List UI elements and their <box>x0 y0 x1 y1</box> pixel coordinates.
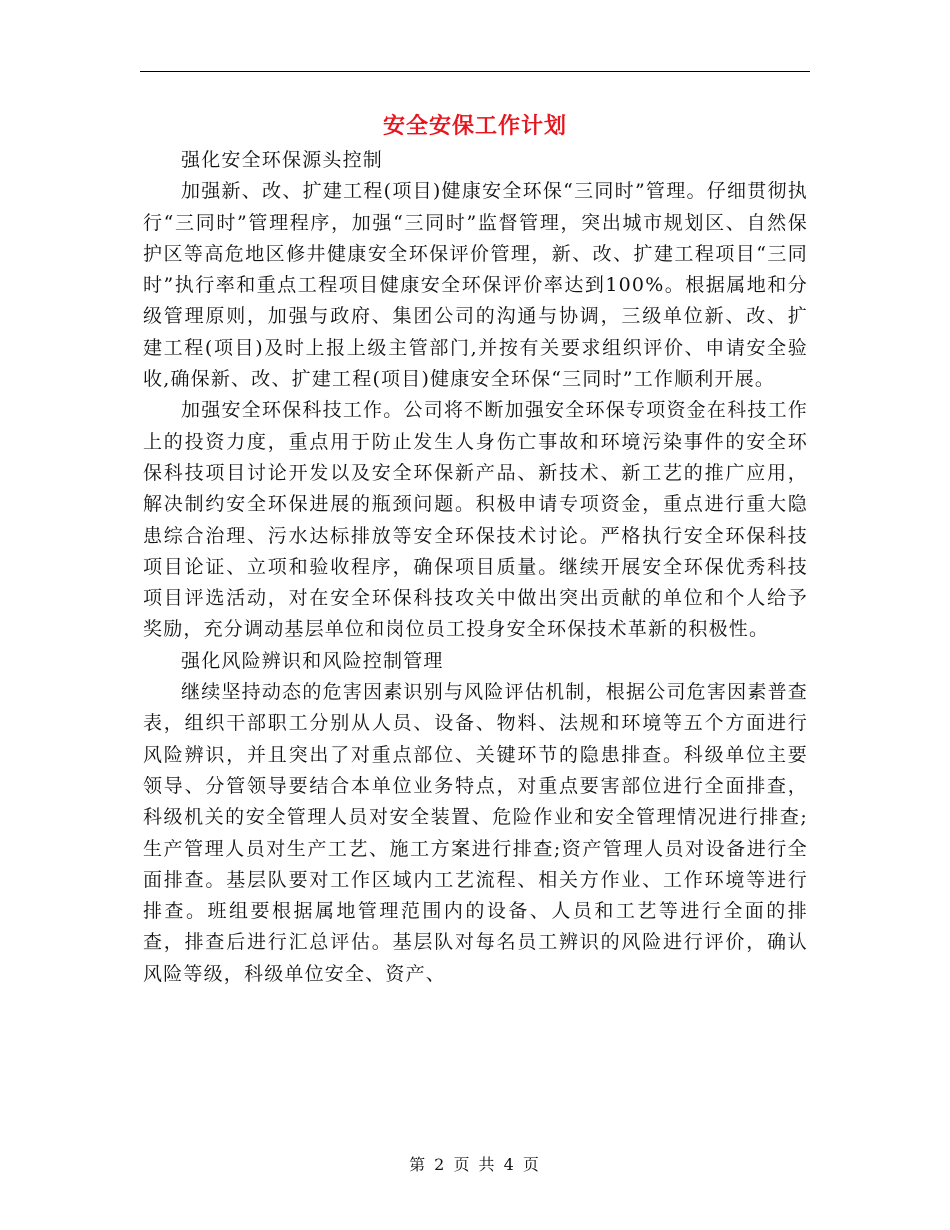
section-heading: 强化安全环保源头控制 <box>181 149 384 171</box>
document-body <box>143 145 808 990</box>
body-paragraph: 加强安全环保科技工作。公司将不断加强安全环保专项资金在科技工作上的投资力度，重点用于防止发生人身伤亡事故和环境污染事件的安全环保科技项目讨论开发以及安全环保新产品、新技术、新工艺的推广应用，解决制约安全环保进展的瓶颈问题。积极申请专项资金，重点进行重大隐患综合治理、污水达标排放等安全环保技术讨论。严格执行安全环保科技项目论证、立项和验收程序，确保项目质量。继续开展安全环保优秀科技项目评选活动，对在安全环保科技攻关中做出突出贡献的单位和个人给予奖励，充分调动基层单位和岗位员工投身安全环保技术革新的积极性。 <box>143 399 808 641</box>
section-heading: 强化风险辨识和风险控制管理 <box>181 649 444 672</box>
header-rule <box>140 71 810 72</box>
page-number: 第 2 页 共 4 页 <box>409 1155 541 1174</box>
body-paragraph: 继续坚持动态的危害因素识别与风险评估机制，根据公司危害因素普查表，组织干部职工分别从人员、设备、物料、法规和环境等五个方面进行风险辨识，并且突出了对重点部位、关键环节的隐患排查。科级单位主要领导、分管领导要结合本单位业务特点，对重点要害部位进行全面排查，科级机关的安全管理人员对安全装置、危险作业和安全管理情况进行排查;生产管理人员对生产工艺、施工方案进行排查;资产管理人员对设备进行全面排查。基层队要对工作区域内工艺流程、相关方作业、工作环境等进行排查。班组要根据属地管理范围内的设备、人员和工艺等进行全面的排查，排查后进行汇总评估。基层队对每名员工辨识的风险进行评价，确认风险等级，科级单位安全、资产、 <box>143 681 808 985</box>
body-paragraph: 加强新、改、扩建工程(项目)健康安全环保“三同时”管理。仔细贯彻执行“三同时”管理程序，加强“三同时”监督管理，突出城市规划区、自然保护区等高危地区修井健康安全环保评价管理，新、改、扩建工程项目“三同时”执行率和重点工程项目健康安全环保评价率达到100%。根据属地和分级管理原则，加强与政府、集团公司的沟通与协调，三级单位新、改、扩建工程(项目)及时上报上级主管部门,并按有关要求组织评价、申请安全验收,确保新、改、扩建工程(项目)健康安全环保“三同时”工作顺利开展。 <box>143 180 808 391</box>
document-title: 安全安保工作计划 <box>382 113 567 139</box>
